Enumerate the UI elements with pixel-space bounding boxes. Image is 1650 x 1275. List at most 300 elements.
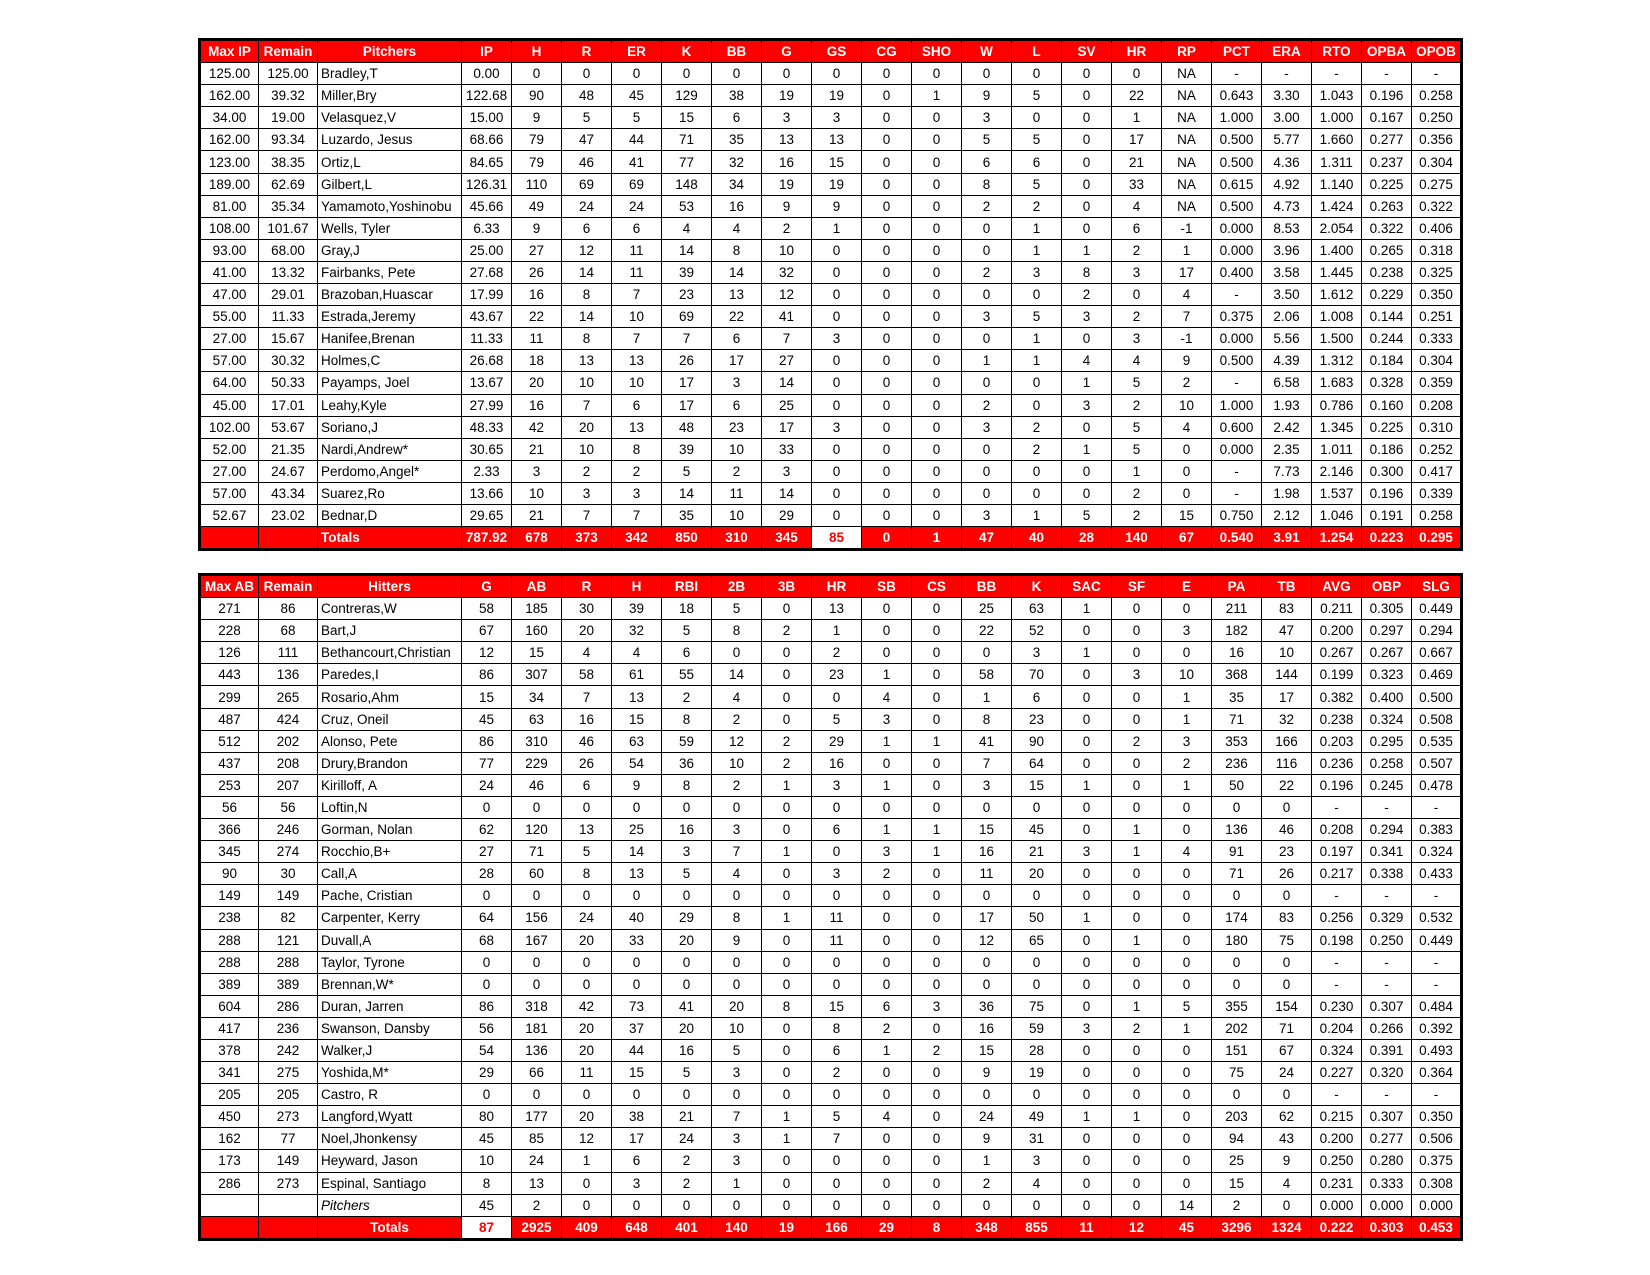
hitting-cell: 2: [862, 1017, 912, 1039]
hitting-cell: 0: [912, 1128, 962, 1150]
hitting-cell: 0: [912, 1106, 962, 1128]
pitching-cell: 9: [762, 195, 812, 217]
hitting-cell: 0: [1162, 973, 1212, 995]
hitting-cell: 0.391: [1362, 1039, 1412, 1061]
pitching-cell: Wells, Tyler: [318, 217, 462, 239]
hitting-cell: 9: [962, 1128, 1012, 1150]
pitching-cell: 2: [562, 460, 612, 482]
pitching-cell: NA: [1162, 107, 1212, 129]
hitting-cell: 307: [512, 664, 562, 686]
hitting-cell: [259, 1194, 318, 1216]
hitting-cell: 0: [612, 885, 662, 907]
hitting-cell: 0: [762, 796, 812, 818]
hitting-row: [200, 1062, 1462, 1084]
hitting-cell: 30: [562, 598, 612, 620]
pitching-cell: 3: [962, 107, 1012, 129]
pitching-cell: 21: [512, 438, 562, 460]
pitching-cell: 0: [862, 460, 912, 482]
hitting-cell: 0.469: [1412, 664, 1462, 686]
hitting-cell: 0: [712, 973, 762, 995]
pitching-cell: 162.00: [200, 85, 259, 107]
hitting-cell: 0: [662, 1084, 712, 1106]
hitting-cell: 0.375: [1412, 1150, 1462, 1172]
pitching-cell: 2: [962, 195, 1012, 217]
hitting-cell: 0: [1062, 995, 1112, 1017]
pitching-cell: 3: [512, 460, 562, 482]
pitching-cell: 0: [962, 217, 1012, 239]
pitching-cell: 0.600: [1212, 416, 1262, 438]
pitching-cell: Ortiz,L: [318, 151, 462, 173]
hitting-cell: 71: [1212, 863, 1262, 885]
pitching-cell: 0.322: [1362, 217, 1412, 239]
hitting-cell: 0: [512, 973, 562, 995]
hitting-cell: 5: [562, 841, 612, 863]
hitting-cell: 3: [1012, 642, 1062, 664]
hitting-cell: 0: [812, 1150, 862, 1172]
pitching-cell: 0.263: [1362, 195, 1412, 217]
hitting-cell: 353: [1212, 730, 1262, 752]
pitching-header-cell: G: [762, 40, 812, 63]
pitching-cell: 0: [812, 284, 862, 306]
hitting-cell: 0: [1162, 642, 1212, 664]
hitting-row: [200, 973, 1462, 995]
pitching-header-cell: RP: [1162, 40, 1212, 63]
hitting-cell: 5: [662, 1062, 712, 1084]
hitting-cell: 0: [1112, 774, 1162, 796]
hitting-cell: 64: [1012, 752, 1062, 774]
pitching-cell: 0.208: [1412, 394, 1462, 416]
hitting-cell: 13: [612, 863, 662, 885]
hitting-totals-cell: 1324: [1262, 1216, 1312, 1239]
hitting-cell: 0.500: [1412, 686, 1462, 708]
pitching-cell: 126.31: [462, 173, 512, 195]
hitting-cell: 0.198: [1312, 929, 1362, 951]
hitting-cell: 20: [562, 1017, 612, 1039]
hitting-cell: 0: [1062, 752, 1112, 774]
pitching-cell: 3.00: [1262, 107, 1312, 129]
hitting-row: [200, 951, 1462, 973]
pitching-cell: 6: [712, 107, 762, 129]
pitching-cell: 45.66: [462, 195, 512, 217]
pitching-row: [200, 438, 1462, 460]
hitting-cell: 182: [1212, 620, 1262, 642]
pitching-cell: 8: [1062, 261, 1112, 283]
hitting-cell: 0.535: [1412, 730, 1462, 752]
hitting-cell: 512: [200, 730, 259, 752]
hitting-cell: 0: [1062, 730, 1112, 752]
hitting-cell: 15: [812, 995, 862, 1017]
pitching-cell: 47: [562, 129, 612, 151]
hitting-cell: 1: [912, 819, 962, 841]
hitting-cell: 0: [1062, 708, 1112, 730]
hitting-cell: 0.203: [1312, 730, 1362, 752]
pitching-totals-cell: 0.540: [1212, 527, 1262, 550]
pitching-cell: 3: [812, 328, 862, 350]
hitting-cell: 50: [1212, 774, 1262, 796]
hitting-cell: 341: [200, 1062, 259, 1084]
pitching-cell: 0.265: [1362, 239, 1412, 261]
hitting-cell: 229: [512, 752, 562, 774]
hitting-cell: 11: [812, 907, 862, 929]
pitching-cell: 0.318: [1412, 239, 1462, 261]
hitting-cell: 0.280: [1362, 1150, 1412, 1172]
pitching-cell: 6: [562, 217, 612, 239]
hitting-cell: 0.256: [1312, 907, 1362, 929]
pitching-cell: 43.67: [462, 306, 512, 328]
hitting-cell: 83: [1262, 598, 1312, 620]
hitting-totals-cell: 0.222: [1312, 1216, 1362, 1239]
pitching-cell: 13: [612, 416, 662, 438]
hitting-cell: Cruz, Oneil: [318, 708, 462, 730]
hitting-row: [200, 774, 1462, 796]
pitching-cell: 1: [812, 217, 862, 239]
hitting-cell: 389: [200, 973, 259, 995]
hitting-cell: 275: [259, 1062, 318, 1084]
hitting-cell: 0: [1162, 819, 1212, 841]
hitting-cell: 5: [662, 620, 712, 642]
hitting-cell: 54: [462, 1039, 512, 1061]
hitting-cell: 26: [1262, 863, 1312, 885]
pitching-cell: 21: [1112, 151, 1162, 173]
hitting-cell: 77: [462, 752, 512, 774]
hitting-cell: 75: [1012, 995, 1062, 1017]
hitting-cell: 0: [1112, 1039, 1162, 1061]
hitting-cell: 0.258: [1362, 752, 1412, 774]
hitting-cell: 7: [712, 841, 762, 863]
hitting-cell: 63: [512, 708, 562, 730]
hitting-cell: 0: [512, 885, 562, 907]
hitting-cell: 24: [662, 1128, 712, 1150]
hitting-cell: 15: [612, 708, 662, 730]
hitting-row: [200, 664, 1462, 686]
hitting-cell: 6: [862, 995, 912, 1017]
hitting-cell: 0: [862, 929, 912, 951]
hitting-cell: Bart,J: [318, 620, 462, 642]
pitching-cell: 3: [962, 306, 1012, 328]
pitching-cell: 17.99: [462, 284, 512, 306]
pitching-header-row: [200, 40, 1462, 63]
pitching-cell: 55.00: [200, 306, 259, 328]
hitting-cell: 0.211: [1312, 598, 1362, 620]
pitching-cell: 5: [1012, 306, 1062, 328]
hitting-cell: 345: [200, 841, 259, 863]
hitting-cell: 0: [1062, 620, 1112, 642]
pitching-cell: 62.69: [259, 173, 318, 195]
hitting-cell: 1: [1062, 774, 1112, 796]
hitting-cell: 265: [259, 686, 318, 708]
hitting-row: [200, 819, 1462, 841]
pitching-cell: 0: [862, 85, 912, 107]
hitting-cell: 116: [1262, 752, 1312, 774]
pitching-cell: 0: [862, 350, 912, 372]
pitching-cell: 69: [612, 173, 662, 195]
pitching-cell: 10: [562, 438, 612, 460]
pitching-cell: 48: [662, 416, 712, 438]
pitching-cell: 11: [612, 239, 662, 261]
hitting-cell: 2: [762, 752, 812, 774]
pitching-cell: 0: [912, 284, 962, 306]
pitching-cell: 11.33: [259, 306, 318, 328]
pitching-cell: 29.01: [259, 284, 318, 306]
pitching-cell: 0: [912, 394, 962, 416]
pitching-cell: 34: [712, 173, 762, 195]
pitching-cell: 47.00: [200, 284, 259, 306]
pitching-cell: 13: [562, 350, 612, 372]
hitting-cell: 10: [462, 1150, 512, 1172]
pitching-cell: 27: [512, 239, 562, 261]
hitting-cell: 0.392: [1412, 1017, 1462, 1039]
hitting-cell: 14: [712, 664, 762, 686]
hitting-cell: 6: [1012, 686, 1062, 708]
hitting-cell: 2: [712, 708, 762, 730]
hitting-cell: 56: [462, 1017, 512, 1039]
hitting-row: [200, 598, 1462, 620]
hitting-cell: 154: [1262, 995, 1312, 1017]
hitting-cell: 16: [662, 819, 712, 841]
pitching-row: [200, 63, 1462, 85]
pitching-cell: Miller,Bry: [318, 85, 462, 107]
pitching-cell: 13: [612, 350, 662, 372]
pitching-cell: 0: [912, 460, 962, 482]
hitting-cell: 0.208: [1312, 819, 1362, 841]
hitting-cell: 8: [812, 1017, 862, 1039]
hitting-cell: 0: [912, 907, 962, 929]
hitting-cell: 0: [812, 686, 862, 708]
pitching-cell: 4: [1112, 350, 1162, 372]
hitting-cell: 83: [1262, 907, 1312, 929]
pitching-cell: 23: [712, 416, 762, 438]
hitting-cell: 0: [912, 796, 962, 818]
hitting-cell: 0: [1012, 951, 1062, 973]
hitting-cell: 0: [1112, 1172, 1162, 1194]
hitting-cell: 0: [862, 1194, 912, 1216]
pitching-cell: 7: [762, 328, 812, 350]
pitching-cell: 2.35: [1262, 438, 1312, 460]
hitting-cell: 29: [662, 907, 712, 929]
pitching-cell: 1.008: [1312, 306, 1362, 328]
hitting-cell: 20: [662, 929, 712, 951]
pitching-cell: 2: [1112, 482, 1162, 504]
pitching-totals-cell: 0.295: [1412, 527, 1462, 550]
pitching-cell: 0: [812, 482, 862, 504]
pitching-header-cell: HR: [1112, 40, 1162, 63]
pitching-cell: Yamamoto,Yoshinobu: [318, 195, 462, 217]
hitting-cell: 0.295: [1362, 730, 1412, 752]
hitting-cell: 0: [1112, 620, 1162, 642]
pitching-cell: 5: [1012, 173, 1062, 195]
hitting-cell: 0: [562, 796, 612, 818]
hitting-cell: 0: [612, 1194, 662, 1216]
pitching-cell: 20: [512, 372, 562, 394]
hitting-cell: 71: [1212, 708, 1262, 730]
pitching-cell: 0: [612, 63, 662, 85]
hitting-cell: 9: [1262, 1150, 1312, 1172]
pitching-cell: 0: [912, 217, 962, 239]
pitching-cell: 0: [912, 504, 962, 526]
hitting-cell: 0: [1062, 1084, 1112, 1106]
hitting-cell: 7: [962, 752, 1012, 774]
pitching-header-cell: Pitchers: [318, 40, 462, 63]
hitting-cell: 0.204: [1312, 1017, 1362, 1039]
pitching-cell: 27.68: [462, 261, 512, 283]
pitching-cell: 50.33: [259, 372, 318, 394]
hitting-cell: 20: [562, 620, 612, 642]
hitting-cell: 16: [962, 841, 1012, 863]
pitching-cell: 0.500: [1212, 195, 1262, 217]
hitting-cell: 0.230: [1312, 995, 1362, 1017]
pitching-cell: 108.00: [200, 217, 259, 239]
hitting-cell: 0: [762, 1194, 812, 1216]
hitting-cell: 2: [712, 774, 762, 796]
pitching-cell: 0: [1012, 460, 1062, 482]
hitting-cell: 6: [662, 642, 712, 664]
hitting-totals-cell: 11: [1062, 1216, 1112, 1239]
pitching-cell: 5: [962, 129, 1012, 151]
pitching-cell: 0.615: [1212, 173, 1262, 195]
hitting-cell: 4: [1012, 1172, 1062, 1194]
hitting-header-cell: CS: [912, 575, 962, 598]
hitting-cell: 180: [1212, 929, 1262, 951]
pitching-cell: 0.000: [1212, 438, 1262, 460]
pitching-cell: 26: [662, 350, 712, 372]
hitting-cell: 0: [762, 642, 812, 664]
hitting-cell: 21: [662, 1106, 712, 1128]
pitching-cell: 0.000: [1212, 239, 1262, 261]
hitting-cell: 318: [512, 995, 562, 1017]
pitching-row: [200, 151, 1462, 173]
hitting-cell: 12: [562, 1128, 612, 1150]
hitting-cell: 3: [1062, 1017, 1112, 1039]
hitting-cell: 1: [912, 841, 962, 863]
hitting-cell: Brennan,W*: [318, 973, 462, 995]
hitting-cell: Bethancourt,Christian: [318, 642, 462, 664]
hitting-header-cell: Remain: [259, 575, 318, 598]
hitting-cell: 443: [200, 664, 259, 686]
hitting-cell: 0.364: [1412, 1062, 1462, 1084]
pitching-totals-cell: [200, 527, 259, 550]
hitting-cell: 417: [200, 1017, 259, 1039]
hitting-cell: 355: [1212, 995, 1262, 1017]
hitting-cell: 4: [1262, 1172, 1312, 1194]
pitching-header-cell: SV: [1062, 40, 1112, 63]
pitching-cell: 2: [762, 217, 812, 239]
hitting-cell: -: [1312, 951, 1362, 973]
hitting-cell: 90: [1012, 730, 1062, 752]
hitting-cell: 34: [512, 686, 562, 708]
pitching-row: [200, 482, 1462, 504]
pitching-cell: 7: [662, 328, 712, 350]
hitting-cell: 0: [862, 642, 912, 664]
pitching-cell: 6: [612, 394, 662, 416]
hitting-cell: 185: [512, 598, 562, 620]
hitting-cell: 0.305: [1362, 598, 1412, 620]
pitching-table: [198, 38, 1463, 551]
pitching-cell: 1.660: [1312, 129, 1362, 151]
hitting-cell: 0: [962, 642, 1012, 664]
hitting-cell: -: [1362, 885, 1412, 907]
hitting-cell: 424: [259, 708, 318, 730]
pitching-cell: 6: [962, 151, 1012, 173]
hitting-cell: 0: [1112, 1150, 1162, 1172]
pitching-cell: 1: [1012, 504, 1062, 526]
pitching-cell: 10: [562, 372, 612, 394]
hitting-cell: 0: [1262, 885, 1312, 907]
pitching-cell: 5: [612, 107, 662, 129]
hitting-cell: 0: [712, 642, 762, 664]
hitting-cell: Carpenter, Kerry: [318, 907, 462, 929]
pitching-cell: 27.99: [462, 394, 512, 416]
pitching-cell: 0: [962, 482, 1012, 504]
hitting-totals-cell: 0.453: [1412, 1216, 1462, 1239]
hitting-cell: 0: [762, 664, 812, 686]
pitching-row: [200, 504, 1462, 526]
pitching-cell: -: [1212, 63, 1262, 85]
hitting-header-cell: Max AB: [200, 575, 259, 598]
pitching-cell: 10: [512, 482, 562, 504]
hitting-cell: [200, 1194, 259, 1216]
hitting-cell: 0: [912, 686, 962, 708]
hitting-cell: 0: [662, 885, 712, 907]
pitching-cell: 0.643: [1212, 85, 1262, 107]
hitting-totals-cell: 0.303: [1362, 1216, 1412, 1239]
hitting-cell: 15: [1012, 774, 1062, 796]
hitting-cell: 0: [1162, 598, 1212, 620]
hitting-cell: 0: [1212, 973, 1262, 995]
pitching-cell: 0: [1062, 151, 1112, 173]
pitching-cell: 7: [612, 328, 662, 350]
hitting-cell: 23: [812, 664, 862, 686]
hitting-totals-cell: 8: [912, 1216, 962, 1239]
hitting-cell: 1: [1112, 819, 1162, 841]
hitting-cell: 253: [200, 774, 259, 796]
pitching-cell: 26.68: [462, 350, 512, 372]
pitching-cell: 0.500: [1212, 129, 1262, 151]
hitting-cell: 16: [1212, 642, 1262, 664]
pitching-cell: 4.39: [1262, 350, 1312, 372]
pitching-cell: 0.359: [1412, 372, 1462, 394]
hitting-cell: 66: [512, 1062, 562, 1084]
hitting-cell: 181: [512, 1017, 562, 1039]
hitting-cell: 2: [1112, 1017, 1162, 1039]
hitting-cell: 0.215: [1312, 1106, 1362, 1128]
pitching-cell: 0.304: [1412, 350, 1462, 372]
hitting-cell: 0: [662, 951, 712, 973]
pitching-cell: 42: [512, 416, 562, 438]
hitting-cell: -: [1412, 796, 1462, 818]
hitting-cell: Contreras,W: [318, 598, 462, 620]
hitting-cell: 47: [1262, 620, 1312, 642]
pitching-header-cell: OPBA: [1362, 40, 1412, 63]
pitching-header-cell: H: [512, 40, 562, 63]
hitting-cell: 61: [612, 664, 662, 686]
hitting-cell: 8: [762, 995, 812, 1017]
hitting-cell: 2: [862, 863, 912, 885]
hitting-cell: 1: [1162, 774, 1212, 796]
pitching-cell: 0: [962, 372, 1012, 394]
hitting-cell: 1: [1062, 598, 1112, 620]
hitting-cell: 236: [259, 1017, 318, 1039]
pitching-totals-cell: 40: [1012, 527, 1062, 550]
hitting-cell: 0: [562, 1084, 612, 1106]
hitting-header-cell: E: [1162, 575, 1212, 598]
hitting-cell: 0: [912, 973, 962, 995]
hitting-cell: 67: [1262, 1039, 1312, 1061]
hitting-cell: 68: [259, 620, 318, 642]
hitting-cell: 0.341: [1362, 841, 1412, 863]
pitching-cell: 38.35: [259, 151, 318, 173]
pitching-cell: 21.35: [259, 438, 318, 460]
hitting-totals-cell: 3296: [1212, 1216, 1262, 1239]
